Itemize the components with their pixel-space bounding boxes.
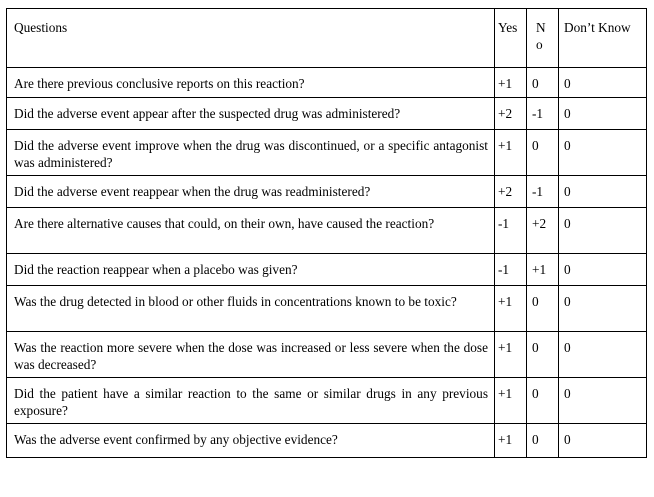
dont-know-score-cell: 0 — [559, 378, 647, 424]
header-questions: Questions — [7, 9, 495, 68]
question-cell: Did the reaction reappear when a placebo was given? — [7, 254, 495, 286]
question-cell: Was the reaction more severe when the dose was increased or less severe when the dose was decreased? — [7, 332, 495, 378]
no-score-cell: +2 — [527, 208, 559, 254]
question-cell: Did the adverse event improve when the drug was discontinued, or a specific antagonist was administered? — [7, 130, 495, 176]
table-row — [7, 130, 647, 176]
yes-score-cell: +1 — [495, 424, 527, 458]
no-score-cell: 0 — [527, 130, 559, 176]
yes-score-cell: +1 — [495, 332, 527, 378]
no-score-cell: -1 — [527, 98, 559, 130]
question-cell: Are there alternative causes that could, on their own, have caused the reaction? — [7, 208, 495, 254]
yes-score-cell: +2 — [495, 98, 527, 130]
table-row — [7, 254, 647, 286]
yes-score-cell: +2 — [495, 176, 527, 208]
table-row — [7, 208, 647, 254]
header-no: N o — [527, 9, 559, 68]
header-dont-know: Don’t Know — [559, 9, 647, 68]
naranjo-table — [6, 8, 647, 458]
no-score-cell: 0 — [527, 332, 559, 378]
table-row — [7, 378, 647, 424]
table-row — [7, 332, 647, 378]
table-row — [7, 176, 647, 208]
dont-know-score-cell: 0 — [559, 98, 647, 130]
dont-know-score-cell: 0 — [559, 424, 647, 458]
no-score-cell: 0 — [527, 286, 559, 332]
no-score-cell: 0 — [527, 378, 559, 424]
question-cell: Was the drug detected in blood or other fluids in concentrations known to be toxic? — [7, 286, 495, 332]
dont-know-score-cell: 0 — [559, 286, 647, 332]
question-cell: Did the adverse event reappear when the drug was readministered? — [7, 176, 495, 208]
yes-score-cell: -1 — [495, 208, 527, 254]
header-yes: Yes — [495, 9, 527, 68]
yes-score-cell: +1 — [495, 286, 527, 332]
yes-score-cell: +1 — [495, 68, 527, 98]
table-row — [7, 286, 647, 332]
dont-know-score-cell: 0 — [559, 208, 647, 254]
no-score-cell: 0 — [527, 68, 559, 98]
no-score-cell: 0 — [527, 424, 559, 458]
question-cell: Did the adverse event appear after the suspected drug was administered? — [7, 98, 495, 130]
dont-know-score-cell: 0 — [559, 254, 647, 286]
dont-know-score-cell: 0 — [559, 68, 647, 98]
yes-score-cell: -1 — [495, 254, 527, 286]
table-row — [7, 424, 647, 458]
question-cell: Did the patient have a similar reaction to the same or similar drugs in any previous exposure? — [7, 378, 495, 424]
dont-know-score-cell: 0 — [559, 332, 647, 378]
question-cell: Are there previous conclusive reports on this reaction? — [7, 68, 495, 98]
question-cell: Was the adverse event confirmed by any objective evidence? — [7, 424, 495, 458]
table-header-row — [7, 9, 647, 68]
no-score-cell: +1 — [527, 254, 559, 286]
yes-score-cell: +1 — [495, 378, 527, 424]
table-body — [7, 68, 647, 458]
yes-score-cell: +1 — [495, 130, 527, 176]
no-score-cell: -1 — [527, 176, 559, 208]
dont-know-score-cell: 0 — [559, 130, 647, 176]
table-row — [7, 68, 647, 98]
dont-know-score-cell: 0 — [559, 176, 647, 208]
table-row — [7, 98, 647, 130]
